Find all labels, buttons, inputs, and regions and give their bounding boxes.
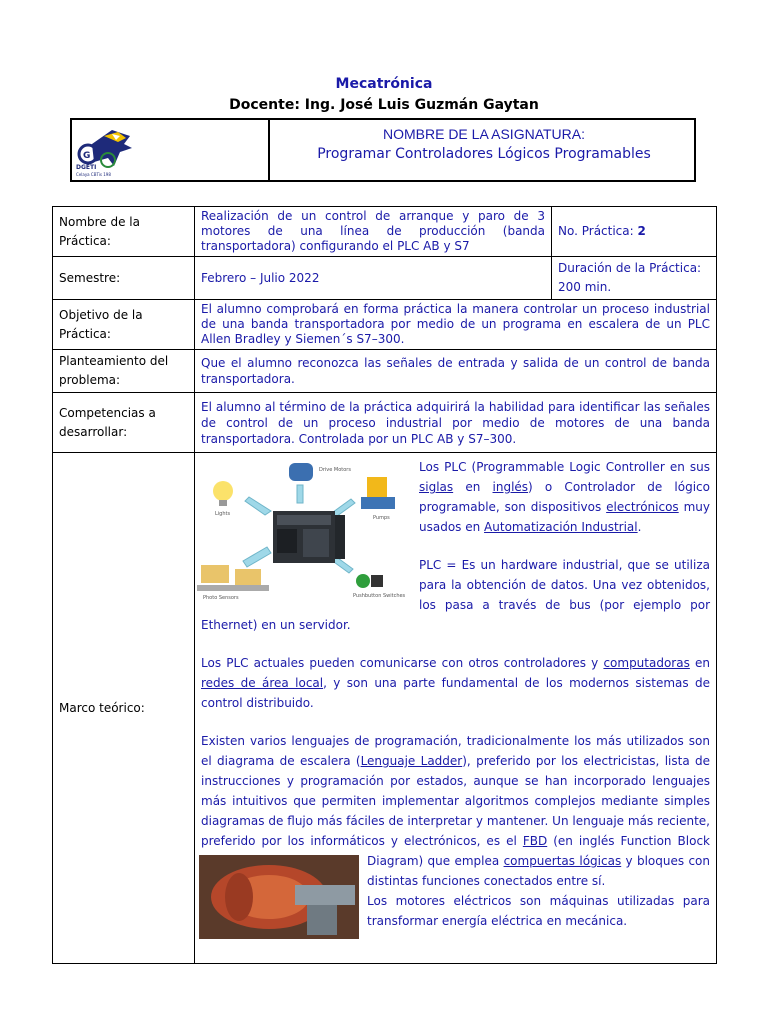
- teacher-line: Docente: Ing. José Luis Guzmán Gaytan: [229, 97, 539, 113]
- duration-label: Duración de la Práctica: 200 min.: [552, 257, 717, 300]
- light-bulb-icon: [213, 481, 233, 501]
- diagram-label-pumps: Pumps: [373, 515, 390, 521]
- logo-text: DGETI: [76, 164, 97, 171]
- link-computadoras[interactable]: computadoras: [603, 656, 690, 670]
- objective-label: Objetivo de la Práctica:: [53, 300, 195, 350]
- semester-label: Semestre:: [53, 257, 195, 300]
- subject-banner: [70, 118, 696, 182]
- subject-title: NOMBRE DE LA ASIGNATURA:: [382, 126, 585, 142]
- practice-number-cell: [552, 207, 717, 257]
- subject-block: [272, 126, 696, 162]
- motor-icon: [289, 463, 313, 481]
- diagram-label-switches: Pushbutton Switches: [353, 593, 406, 599]
- school-logo: [72, 120, 270, 180]
- link-electronicos[interactable]: electrónicos: [606, 500, 679, 514]
- competencies-text: El alumno al término de la práctica adquirirá la habilidad para identificar las señales de control de un proceso industrial por medio de motores de una banda transportadora. Controlada por un PLC AB y S7–300.: [195, 393, 717, 453]
- plc-diagram-graphic: [195, 457, 411, 607]
- link-ladder[interactable]: Lenguaje Ladder: [360, 754, 463, 768]
- practice-name: Realización de un control de arranque y paro de 3 motores de una línea de producción (banda transportadora) configurando el PLC AB y S7: [195, 207, 552, 257]
- plc-diagram: [195, 457, 411, 607]
- logo-caption: Celaya CBTis 198: [76, 172, 111, 177]
- diagram-label-motors: Drive Motors: [319, 467, 351, 473]
- competencies-label: Competencias a desarrollar:: [53, 393, 195, 453]
- link-redes[interactable]: redes de área local: [201, 676, 324, 690]
- theory-paragraph-4: Existen varios lenguajes de programación, tradicionalmente los más utilizados son el diagrama de escalera (Lenguaje Ladder), preferido por los electricistas, lista de instrucciones y programación por estados, aunque se han incorporado lenguajes más intuitivos que permiten implementar algoritmos complejos mediante simples diagramas de flujo más fáciles de interpretar y mantener. Un lenguaje más reciente, preferido por los informáticos y electrónicos, es el FBD (en inglés Function Block Diagram) que emplea compuertas lógicas y bloques con distintas funciones conectados entre sí.: [201, 731, 710, 891]
- theory-paragraph-2: PLC = Es un hardware industrial, que se utiliza para la obtención de datos. Una vez obtenidos, los pasa a través de bus (por ejemplo por Ethernet) en un servidor.: [201, 558, 710, 632]
- problem-label: Planteamiento del problema:: [53, 350, 195, 393]
- theory-label: Marco teórico:: [53, 453, 195, 964]
- theory-content: [201, 457, 710, 957]
- practice-table: [52, 206, 717, 964]
- diagram-label-sensors: Photo Sensors: [203, 595, 239, 601]
- motor-photo: [199, 855, 359, 939]
- theory-paragraph-1: Los PLC (Programmable Logic Controller en sus siglas en inglés) o Controlador de lógico programable, son dispositivos electrónicos muy usados en Automatización Industrial.: [419, 460, 710, 534]
- objective-text: El alumno comprobará en forma práctica la manera controlar un proceso industrial de una banda transportadora por medio de un programa en escalera de un PLC Allen Bradley y Siemen´s S7–300.: [195, 300, 717, 350]
- electric-motor-image: [199, 855, 359, 939]
- problem-text: Que el alumno reconozca las señales de entrada y salida de un control de banda transportadora.: [195, 350, 717, 393]
- svg-text:G: G: [83, 151, 91, 161]
- link-fbd[interactable]: FBD: [522, 834, 548, 848]
- diagram-label-lights: Lights: [215, 511, 231, 517]
- pump-icon: [367, 477, 387, 499]
- theory-paragraph-5: Los motores eléctricos son máquinas utilizadas para transformar energía eléctrica en mecánica.: [367, 894, 710, 928]
- subject-name: Programar Controladores Lógicos Programables: [317, 146, 651, 162]
- link-compuertas[interactable]: compuertas lógicas: [503, 854, 622, 868]
- pushbutton-icon: [356, 574, 370, 588]
- semester-value: Febrero – Julio 2022: [195, 257, 552, 300]
- career-title: Mecatrónica: [335, 76, 433, 92]
- practice-number: 2: [637, 224, 646, 238]
- practice-name-label: Nombre de la Práctica:: [53, 207, 195, 257]
- link-siglas[interactable]: siglas: [419, 480, 454, 494]
- practice-number-label: No. Práctica:: [558, 224, 634, 238]
- link-automatizacion[interactable]: Automatización Industrial: [484, 520, 638, 534]
- box-icon: [201, 565, 229, 583]
- theory-paragraph-3: Los PLC actuales pueden comunicarse con otros controladores y computadoras en redes de área local, y son una parte fundamental de los modernos sistemas de control distribuido.: [201, 656, 711, 710]
- theory-cell: [195, 453, 717, 964]
- link-ingles[interactable]: inglés: [492, 480, 529, 494]
